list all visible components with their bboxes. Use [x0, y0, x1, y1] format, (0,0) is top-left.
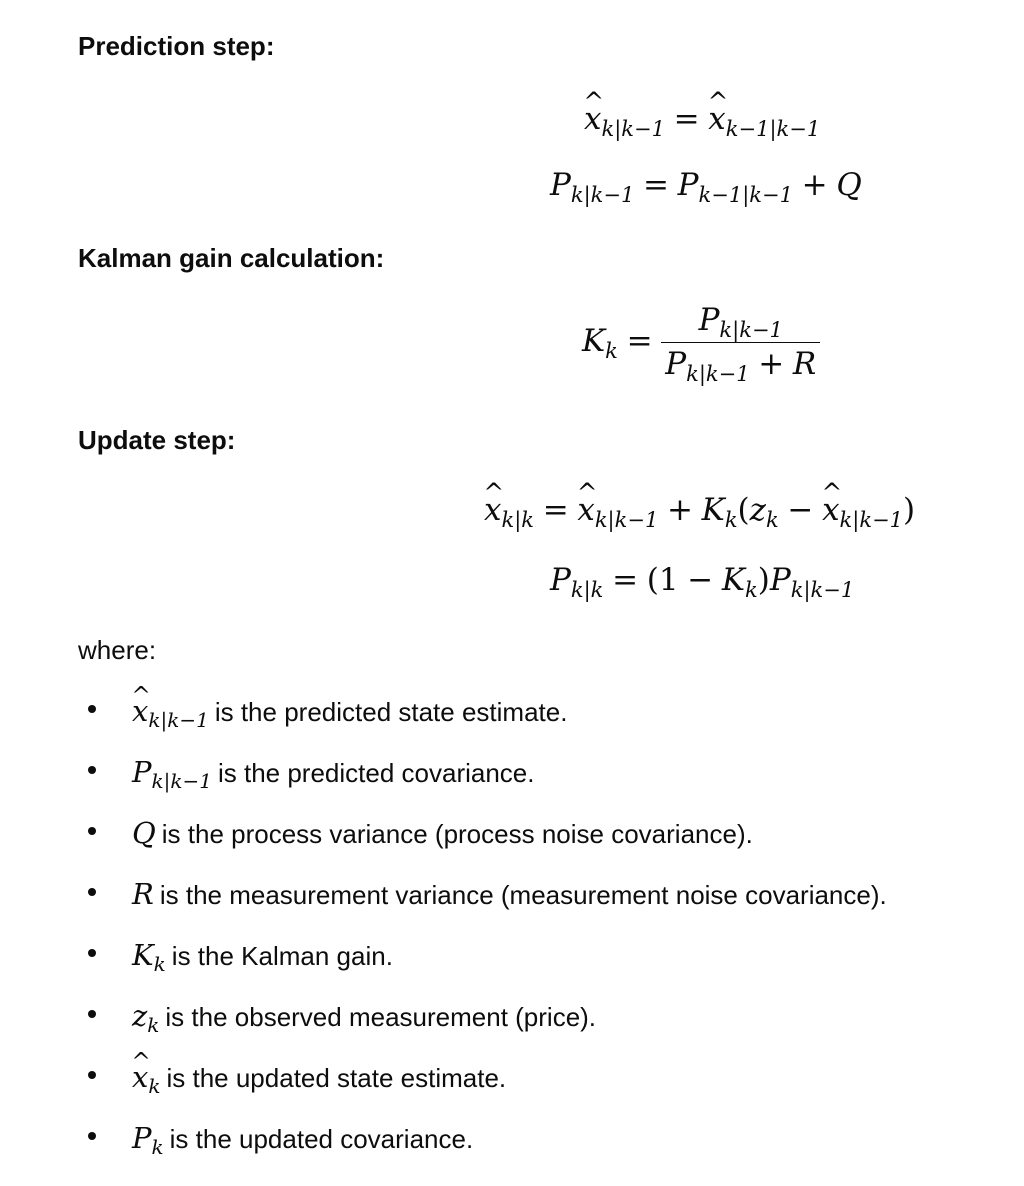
subscript: k: [153, 952, 166, 976]
symbol: [132, 877, 154, 911]
subscript: k|k−1: [719, 318, 783, 342]
bullet-icon: [88, 766, 96, 774]
p-symbol: P: [698, 302, 720, 338]
x-hat-symbol: ^ x: [577, 495, 594, 526]
kalman-gain-heading: Kalman gain calculation:: [78, 243, 385, 273]
p-symbol: P: [677, 167, 699, 203]
subscript: k: [724, 508, 738, 532]
r-symbol: R: [132, 877, 154, 911]
plus-sign: +: [758, 346, 785, 382]
equals-sign: =: [612, 562, 639, 598]
definition-text: is the predicted covariance.: [217, 758, 535, 788]
p-symbol: P: [550, 167, 571, 203]
where-label: where:: [78, 635, 157, 665]
equals-sign: =: [626, 323, 653, 359]
list-item: [132, 938, 393, 976]
symbol: [132, 755, 212, 793]
subscript: k: [148, 1074, 161, 1098]
subscript: k: [151, 1135, 164, 1159]
list-item: [132, 877, 887, 911]
list-item: [132, 694, 568, 732]
k-symbol: K: [721, 562, 746, 598]
p-symbol: P: [132, 755, 152, 789]
list-item: [132, 999, 597, 1037]
symbol: [132, 1121, 164, 1159]
fraction-denominator: [661, 342, 820, 386]
definition-text: is the measurement variance (measurement noise covariance).: [159, 880, 887, 910]
subscript: k|k−1: [570, 183, 635, 207]
k-symbol: K: [701, 492, 725, 528]
symbol: [132, 816, 156, 850]
symbol: [132, 999, 160, 1037]
p-symbol: P: [769, 562, 791, 598]
subscript: k|k−1: [601, 117, 665, 141]
list-item: [132, 1121, 474, 1159]
subscript: k: [605, 339, 618, 363]
definition-text: is the Kalman gain.: [171, 941, 393, 971]
list-item: [132, 816, 753, 850]
p-symbol: P: [665, 346, 687, 382]
symbol: [132, 694, 209, 732]
subscript: k|k−1: [790, 578, 855, 602]
subscript: k|k−1: [839, 508, 904, 532]
equals-sign: =: [643, 167, 669, 203]
subscript: k|k−1: [686, 362, 750, 386]
left-paren: (: [737, 492, 750, 528]
bullet-icon: [88, 827, 96, 835]
k-symbol: K: [582, 323, 606, 359]
equals-sign: =: [542, 492, 569, 528]
list-item: [132, 755, 535, 793]
bullet-icon: [88, 949, 96, 957]
open-paren-one: (1: [646, 562, 679, 598]
equals-sign: =: [673, 101, 700, 137]
close-paren: ): [757, 562, 770, 598]
prediction-heading: Prediction step:: [78, 31, 275, 61]
definition-text: is the observed measurement (price).: [165, 1002, 597, 1032]
update-covariance-equation: [550, 562, 855, 602]
definition-text: is the process variance (process noise covariance).: [161, 819, 753, 849]
list-item: [132, 1060, 507, 1098]
definition-text: is the updated state estimate.: [166, 1063, 507, 1093]
q-symbol: Q: [132, 816, 156, 850]
x-hat-symbol: ^ x: [132, 1063, 148, 1092]
subscript: k: [147, 1013, 160, 1037]
definition-text: is the predicted state estimate.: [214, 697, 568, 727]
x-hat-symbol: ^ x: [708, 104, 725, 135]
z-symbol: z: [132, 999, 148, 1033]
subscript: k|k−1: [594, 508, 659, 532]
prediction-state-equation: [584, 101, 821, 141]
x-hat-symbol: ^ x: [484, 495, 501, 526]
subscript: k|k−1: [148, 708, 209, 732]
symbol: [132, 938, 166, 976]
update-heading: Update step:: [78, 425, 236, 455]
gain-fraction: [661, 302, 820, 386]
update-state-equation: [484, 492, 916, 532]
fraction-numerator: [695, 302, 787, 342]
kalman-gain-equation: [582, 302, 820, 386]
z-symbol: z: [749, 492, 766, 528]
bullet-icon: [88, 1132, 96, 1140]
subscript: k|k−1: [151, 769, 212, 793]
subscript: k|k: [570, 578, 604, 602]
x-hat-symbol: ^ x: [132, 697, 148, 726]
subscript: k: [766, 508, 779, 532]
minus-sign: −: [687, 562, 714, 598]
subscript: k|k: [501, 508, 535, 532]
subscript: k: [745, 578, 758, 602]
symbol: [132, 1060, 161, 1098]
definition-text: is the updated covariance.: [169, 1124, 474, 1154]
bullet-icon: [88, 705, 96, 713]
p-symbol: P: [550, 562, 571, 598]
p-symbol: P: [132, 1121, 152, 1155]
minus-sign: −: [787, 492, 814, 528]
plus-sign: +: [666, 492, 693, 528]
right-paren: ): [903, 492, 916, 528]
q-symbol: Q: [836, 167, 862, 203]
bullet-icon: [88, 1010, 96, 1018]
x-hat-symbol: ^ x: [584, 104, 601, 135]
bullet-icon: [88, 1071, 96, 1079]
x-hat-symbol: ^ x: [822, 495, 839, 526]
plus-sign: +: [801, 167, 828, 203]
subscript: k−1|k−1: [698, 183, 793, 207]
subscript: k−1|k−1: [725, 117, 821, 141]
bullet-icon: [88, 888, 96, 896]
k-symbol: K: [132, 938, 154, 972]
prediction-covariance-equation: [550, 167, 862, 207]
r-symbol: R: [792, 346, 817, 382]
